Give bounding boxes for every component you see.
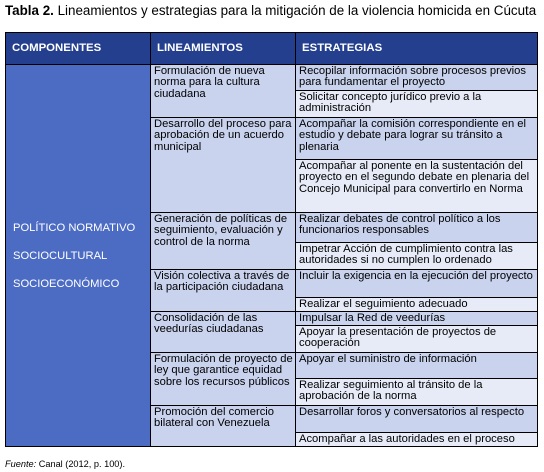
estrategia-cell: Realizar seguimiento al tránsito de la aprobación de la norma bbox=[296, 379, 538, 406]
source-text: Canal (2012, p. 100). bbox=[36, 459, 126, 469]
table-caption-text: Lineamientos y estrategias para la mitigación de la violencia homicida en Cúcuta bbox=[53, 3, 537, 18]
estrategia-cell: Acompañar al ponente en la sustentación del proyecto en el segundo debate en plenaria del Concejo Municipal para convertirlo en Norma bbox=[296, 160, 538, 213]
estrategia-cell: Impetrar Acción de cumplimiento contra las autoridades si no cumplen lo ordenado bbox=[296, 243, 538, 270]
estrategia-cell: Acompañar a las autoridades en el proceso bbox=[296, 433, 538, 447]
component-politico-normativo: POLÍTICO NORMATIVO bbox=[13, 222, 136, 234]
lineamiento-cell: Promoción del comercio bilateral con Venezuela bbox=[151, 406, 296, 447]
lineamiento-cell: Formulación de nueva norma para la cultura ciudadana bbox=[151, 65, 296, 118]
table-row bbox=[6, 65, 538, 91]
component-cell bbox=[6, 65, 151, 447]
estrategia-cell: Recopilar información sobre procesos previos para fundamentar el proyecto bbox=[296, 65, 538, 91]
header-componentes: COMPONENTES bbox=[6, 33, 151, 65]
estrategia-cell: Solicitar concepto jurídico previo a la administración bbox=[296, 91, 538, 118]
source-label: Fuente: bbox=[5, 459, 37, 469]
header-estrategias: ESTRATEGIAS bbox=[296, 33, 538, 65]
lineamiento-cell: Visión colectiva a través de la participación ciudadana bbox=[151, 270, 296, 312]
header-lineamientos: LINEAMIENTOS bbox=[151, 33, 296, 65]
estrategia-cell: Apoyar el suministro de información bbox=[296, 353, 538, 379]
estrategia-cell: Acompañar la comisión correspondiente en el estudio y debate para lograr su tránsito a plenaria bbox=[296, 118, 538, 160]
table-source-note bbox=[5, 459, 125, 470]
strategies-table bbox=[5, 32, 538, 447]
component-socioeconomico: SOCIOECONÓMICO bbox=[13, 278, 120, 290]
estrategia-cell: Apoyar la presentación de proyectos de cooperación bbox=[296, 326, 538, 353]
estrategia-cell: Incluir la exigencia en la ejecución del proyecto bbox=[296, 270, 538, 298]
estrategia-cell: Impulsar la Red de veedurías bbox=[296, 312, 538, 326]
lineamiento-cell: Formulación de proyecto de ley que garantice equidad sobre los recursos públicos bbox=[151, 353, 296, 406]
table-header-row bbox=[6, 33, 538, 65]
lineamiento-cell: Consolidación de las veedurías ciudadanas bbox=[151, 312, 296, 353]
estrategia-cell: Realizar debates de control político a los funcionarios responsables bbox=[296, 213, 538, 243]
estrategia-cell: Realizar el seguimiento adecuado bbox=[296, 298, 538, 312]
estrategia-cell: Desarrollar foros y conversatorios al respecto bbox=[296, 406, 538, 433]
table-caption-label: Tabla 2. bbox=[5, 3, 54, 18]
lineamiento-cell: Generación de políticas de seguimiento, evaluación y control de la norma bbox=[151, 213, 296, 270]
table-caption bbox=[5, 3, 541, 19]
lineamiento-cell: Desarrollo del proceso para aprobación de un acuerdo municipal bbox=[151, 118, 296, 213]
component-sociocultural: SOCIOCULTURAL bbox=[13, 250, 108, 262]
